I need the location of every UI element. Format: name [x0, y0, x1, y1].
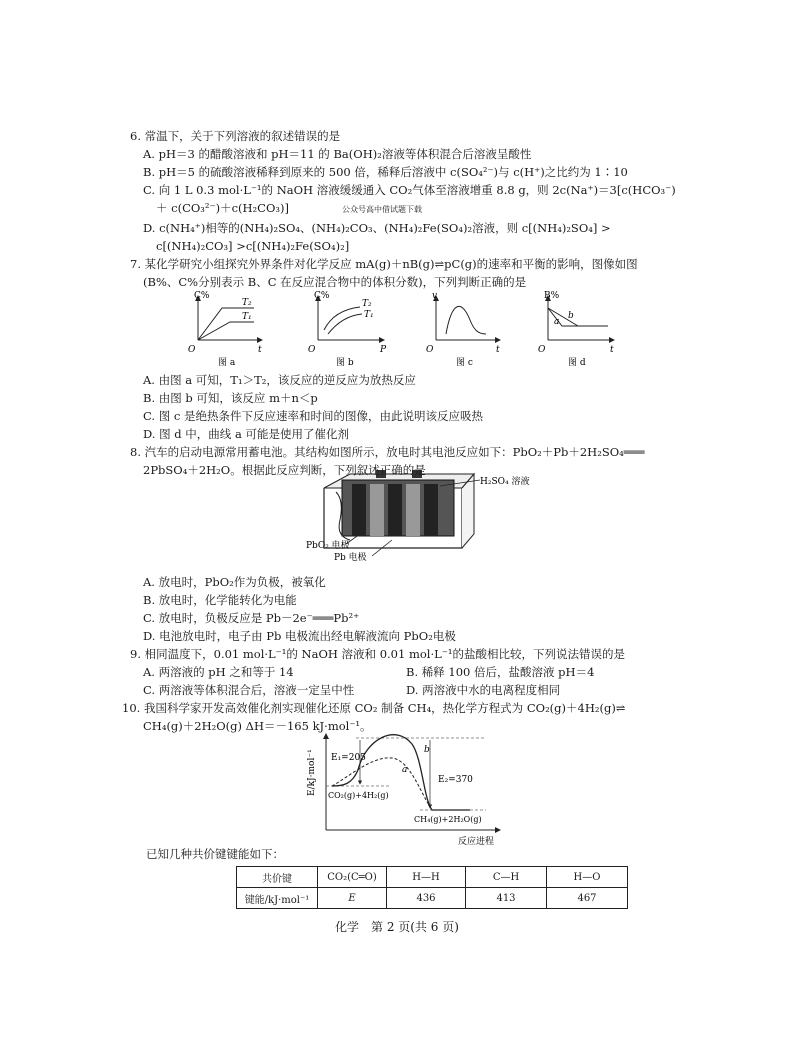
graph-c	[426, 291, 500, 368]
graph-c-origin: O	[426, 345, 434, 355]
diagram-e2: E₂=370	[438, 775, 473, 785]
q8-option-d: D. 电池放电时，电子由 Pb 电极流出经电解液流向 PbO₂电极	[143, 629, 456, 643]
q8-option-b: B. 放电时，化学能转化为电能	[143, 593, 297, 607]
q9-stem: 9. 相同温度下，0.01 mol·L⁻¹的 NaOH 溶液和 0.01 mol·L⁻¹的盐酸相比较，下列说法错误的是	[130, 647, 625, 661]
q8-option-a: A. 放电时，PbO₂作为负极，被氧化	[143, 575, 326, 589]
table-header-row	[237, 867, 628, 888]
graph-c-ylabel: v	[432, 291, 438, 301]
table-row	[237, 888, 628, 909]
graph-d-label-a: a	[554, 317, 560, 327]
table-cell: H—O	[547, 867, 628, 888]
q8-stem-line1: 8. 汽车的启动电源常用蓄电池。其结构如图所示，放电时其电池反应如下：PbO₂＋Pb＋2H₂SO₄═══	[130, 445, 645, 459]
q10-stem-line1: 10. 我国科学家开发高效催化剂实现催化还原 CO₂ 制备 CH₄，热化学方程式为 CO₂(g)＋4H₂(g)⇌	[122, 701, 626, 715]
graph-a-label-t2: T₂	[242, 298, 252, 308]
label-pbo2-electrode: PbO₂ 电极	[306, 541, 350, 551]
diagram-label-a: a	[402, 765, 408, 775]
table-cell: 436	[387, 888, 466, 909]
q9-option-c: C. 两溶液等体积混合后，溶液一定呈中性	[143, 683, 355, 697]
q7-stem-line1: 7. 某化学研究小组探究外界条件对化学反应 mA(g)＋nB(g)⇌pC(g)的速率和平衡的影响，图像如图	[130, 257, 638, 271]
diagram-product: CH₄(g)+2H₂O(g)	[414, 815, 482, 824]
q6-option-b: B. pH＝5 的硫酸溶液稀释到原来的 500 倍，稀释后溶液中 c(SO₄²⁻)与 c(H⁺)之比约为 1∶10	[143, 165, 628, 179]
graph-b-origin: O	[308, 345, 316, 355]
q6-option-c-line2: ＋ c(CO₃²⁻)＋c(H₂CO₃)]	[156, 201, 289, 215]
q6-stem: 6. 常温下，关于下列溶液的叙述错误的是	[130, 129, 341, 143]
graph-d-ylabel: B%	[544, 291, 560, 301]
diagram-xlabel: 反应进程	[458, 837, 495, 847]
q7-option-d: D. 图 d 中，曲线 a 可能是使用了催化剂	[143, 427, 349, 441]
q10-stem-line2: CH₄(g)＋2H₂O(g) ΔH＝－165 kJ·mol⁻¹。	[143, 719, 372, 733]
q7-option-b: B. 由图 b 可知，该反应 m＋n＜p	[143, 391, 318, 405]
q9-option-b: B. 稀释 100 倍后，盐酸溶液 pH＝4	[406, 665, 595, 679]
watermark-text: 公众号高中借试题下载	[342, 205, 422, 214]
graph-b-label-t2: T₂	[362, 299, 372, 309]
graph-a-origin: O	[188, 345, 196, 355]
graph-a-caption: 图 a	[218, 358, 236, 368]
graph-c-caption: 图 c	[456, 358, 473, 368]
energy-diagram	[307, 734, 500, 847]
page-footer: 化学 第 2 页(共 6 页)	[335, 920, 459, 934]
table-cell: 键能/kJ·mol⁻¹	[237, 888, 318, 909]
table-cell: C—H	[466, 867, 547, 888]
q6-option-d-line1: D. c(NH₄⁺)相等的(NH₄)₂SO₄、(NH₄)₂CO₃、(NH₄)₂Fe(SO₄)₂溶液，则 c[(NH₄)₂SO₄] >	[143, 221, 611, 235]
q6-option-d-line2: c[(NH₄)₂CO₃] >c[(NH₄)₂Fe(SO₄)₂]	[156, 239, 350, 253]
diagram-label-b: b	[424, 745, 430, 755]
label-pb-electrode: Pb 电极	[334, 553, 367, 563]
graph-c-xlabel: t	[496, 345, 500, 355]
q9-option-a: A. 两溶液的 pH 之和等于 14	[143, 665, 294, 679]
graph-b-label-t1: T₁	[364, 310, 374, 320]
table-cell: CO₂(C═O)	[318, 867, 387, 888]
q7-stem-line2: (B%、C%分别表示 B、C 在反应混合物中的体积分数)，下列判断正确的是	[143, 275, 527, 289]
table-cell: H—H	[387, 867, 466, 888]
graph-a-xlabel: t	[258, 345, 262, 355]
bond-energy-table	[236, 866, 628, 909]
graph-b-curve-t2	[324, 307, 360, 330]
q9-option-d: D. 两溶液中水的电离程度相同	[406, 683, 561, 697]
graph-c-curve	[446, 306, 486, 334]
q7-option-a: A. 由图 a 可知，T₁＞T₂，该反应的逆反应为放热反应	[143, 373, 416, 387]
graph-b-xlabel: P	[380, 345, 387, 355]
graph-d-label-b: b	[568, 311, 574, 321]
table-cell: 413	[466, 888, 547, 909]
table-cell: 467	[547, 888, 628, 909]
q6-option-c-line1: C. 向 1 L 0.3 mol·L⁻¹的 NaOH 溶液缓缓通入 CO₂气体至溶液增重 8.8 g，则 2c(Na⁺)＝3[c(HCO₃⁻)	[143, 183, 676, 197]
graph-b-curve-t1	[328, 314, 362, 334]
diagram-reactant: CO₂(g)+4H₂(g)	[328, 791, 389, 800]
table-cell: E	[318, 888, 387, 909]
graph-b-caption: 图 b	[336, 358, 354, 368]
q8-option-c: C. 放电时，负极反应是 Pb－2e⁻═══Pb²⁺	[143, 611, 360, 625]
graph-d-caption: 图 d	[568, 358, 586, 368]
q7-option-c: C. 图 c 是绝热条件下反应速率和时间的图像，由此说明该反应吸热	[143, 409, 483, 423]
bond-energy-intro: 已知几种共价键键能如下：	[146, 847, 284, 861]
graph-b	[308, 291, 387, 368]
graph-d-origin: O	[538, 345, 546, 355]
q6-option-a: A. pH＝3 的醋酸溶液和 pH＝11 的 Ba(OH)₂溶液等体积混合后溶液呈酸性	[143, 147, 532, 161]
q8-stem-line2: 2PbSO₄＋2H₂O。根据此反应判断，下列叙述正确的是	[143, 463, 426, 477]
graph-b-ylabel: C%	[314, 291, 330, 301]
graph-d	[538, 291, 614, 368]
graph-a-label-t1: T₁	[242, 312, 252, 322]
graph-a	[188, 291, 262, 368]
graph-d-xlabel: t	[610, 345, 614, 355]
battery-illustration	[306, 470, 529, 563]
table-cell: 共价键	[237, 867, 318, 888]
graph-a-ylabel: C%	[194, 291, 210, 301]
graph-a-curve-t1	[198, 322, 254, 340]
diagram-e1: E₁=205	[331, 753, 366, 763]
label-h2so4-solution: H₂SO₄ 溶液	[480, 477, 530, 487]
diagram-ylabel: E/kJ·mol⁻¹	[307, 749, 317, 796]
